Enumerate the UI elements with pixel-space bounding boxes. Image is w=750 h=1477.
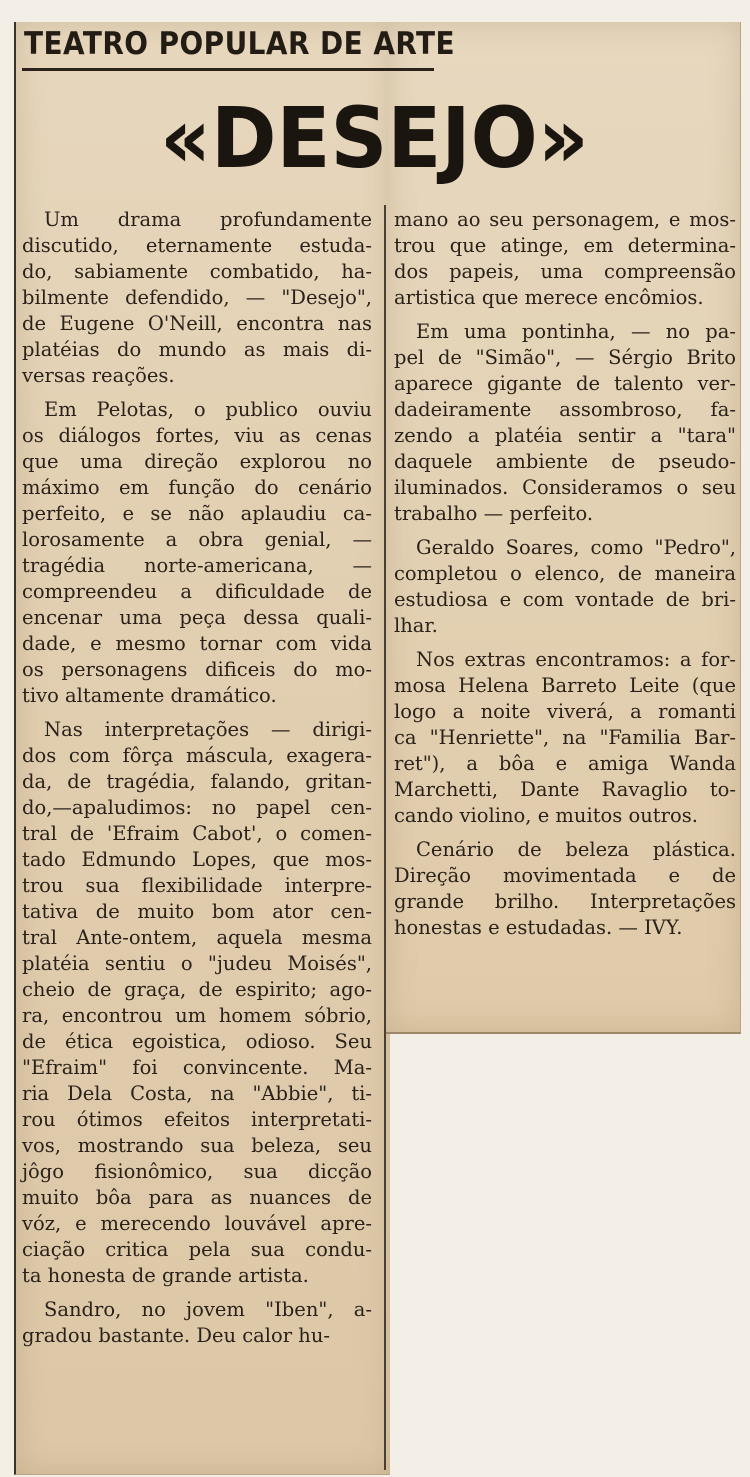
- article-line: dadeiramente assombroso, fa-: [394, 398, 736, 421]
- article-line: ciação critica pela sua condu-: [22, 1238, 372, 1261]
- article-line: ra, encontrou um homem sóbrio,: [22, 1004, 372, 1027]
- article-line: trabalho — perfeito.: [394, 502, 594, 525]
- article-line: tragédia norte-americana, —: [22, 554, 372, 577]
- article-line: zendo a platéia sentir a "tara": [394, 424, 736, 447]
- article-line: pel de "Simão", — Sérgio Brito: [394, 346, 736, 369]
- article-line: ca "Henriette", na "Familia Bar-: [394, 726, 736, 749]
- article-line: Direção movimentada e de: [394, 864, 736, 887]
- article-line: tado Edmundo Lopes, que mos-: [22, 848, 372, 871]
- article-paragraph: [22, 207, 372, 389]
- article-line: "Efraim" foi convincente. Ma-: [22, 1056, 372, 1079]
- article-line: cando violino, e muitos outros.: [394, 804, 698, 827]
- article-line: platéias do mundo as mais di-: [22, 338, 372, 361]
- section-heading: TEATRO POPULAR DE ARTE: [24, 26, 456, 62]
- article-line: tativa de muito bom ator cen-: [22, 900, 372, 923]
- article-paragraph: [22, 1297, 372, 1349]
- section-heading-rule: [22, 68, 434, 71]
- article-line: lorosamente a obra genial, —: [22, 528, 372, 551]
- article-line: trou que atinge, em determina-: [394, 234, 736, 257]
- article-line: dade, e mesmo tornar com vida: [22, 632, 372, 655]
- article-paragraph: [394, 837, 736, 941]
- article-line: encenar uma peça dessa quali-: [22, 606, 372, 629]
- article-line: vos, mostrando sua beleza, seu: [22, 1134, 372, 1157]
- article-line: Nos extras encontramos: a for-: [416, 648, 736, 671]
- article-line: Um drama profundamente: [44, 208, 372, 231]
- article-line: platéia sentiu o "judeu Moisés",: [22, 952, 372, 975]
- article-line: Geraldo Soares, como "Pedro",: [416, 536, 736, 559]
- article-paragraph: [394, 647, 736, 829]
- article-line: os diálogos fortes, viu as cenas: [22, 424, 372, 447]
- article-line: artistica que merece encômios.: [394, 286, 704, 309]
- article-line: jôgo fisionômico, sua dicção: [22, 1160, 372, 1183]
- article-left-column: [22, 207, 372, 1357]
- article-line: Em Pelotas, o publico ouviu: [44, 398, 372, 421]
- article-line: aparece gigante de talento ver-: [394, 372, 736, 395]
- article-line: bilmente defendido, — "Desejo",: [22, 286, 372, 309]
- article-line: de ética egoistica, odioso. Seu: [22, 1030, 372, 1053]
- column-divider: [384, 205, 386, 1470]
- article-line: mosa Helena Barreto Leite (que: [394, 674, 736, 697]
- article-line: lhar.: [394, 614, 438, 637]
- article-line: Em uma pontinha, — no pa-: [416, 320, 736, 343]
- article-paragraph: [394, 319, 736, 527]
- article-line: Cenário de beleza plástica.: [416, 838, 736, 861]
- article-line: tral de 'Efraim Cabot', o comen-: [22, 822, 372, 845]
- article-line: os personagens dificeis do mo-: [22, 658, 372, 681]
- article-line: compreendeu a dificuldade de: [22, 580, 372, 603]
- article-line: grande brilho. Interpretações: [394, 890, 736, 913]
- article-headline: «DESEJO»: [160, 89, 589, 187]
- article-line: completou o elenco, de maneira: [394, 562, 736, 585]
- article-line: do,—apaludimos: no papel cen-: [22, 796, 372, 819]
- article-line: iluminados. Consideramos o seu: [394, 476, 736, 499]
- article-paragraph: [22, 717, 372, 1289]
- article-line: ret"), a bôa e amiga Wanda: [394, 752, 736, 775]
- article-line: vóz, e merecendo louvável apre-: [22, 1212, 372, 1235]
- article-right-column: [394, 207, 736, 949]
- article-line: mano ao seu personagem, e mos-: [394, 208, 736, 231]
- article-line: perfeito, e se não aplaudiu ca-: [22, 502, 372, 525]
- article-line: rou ótimos efeitos interpretati-: [22, 1108, 372, 1131]
- article-line: cheio de graça, de espirito; ago-: [22, 978, 372, 1001]
- article-line: máximo em função do cenário: [22, 476, 372, 499]
- article-line: Sandro, no jovem "Iben", a-: [44, 1298, 372, 1321]
- article-line: daquele ambiente de pseudo-: [394, 450, 736, 473]
- article-paragraph: [22, 397, 372, 709]
- article-line: tivo altamente dramático.: [22, 684, 277, 707]
- article-line: do, sabiamente combatido, ha-: [22, 260, 372, 283]
- article-line: estudiosa e com vontade de bri-: [394, 588, 736, 611]
- article-line: dos papeis, uma compreensão: [394, 260, 736, 283]
- article-line: Nas interpretações — dirigi-: [44, 718, 372, 741]
- article-line: dos com fôrça máscula, exagera-: [22, 744, 372, 767]
- article-line: tral Ante-ontem, aquela mesma: [22, 926, 372, 949]
- article-line: logo a noite viverá, a romanti: [394, 700, 736, 723]
- article-line: que uma direção explorou no: [22, 450, 372, 473]
- article-line: muito bôa para as nuances de: [22, 1186, 372, 1209]
- article-line: ria Dela Costa, na "Abbie", ti-: [22, 1082, 372, 1105]
- article-line: de Eugene O'Neill, encontra nas: [22, 312, 372, 335]
- article-line: Marchetti, Dante Ravaglio to-: [394, 778, 736, 801]
- article-line: da, de tragédia, falando, gritan-: [22, 770, 372, 793]
- article-line: honestas e estudadas. — IVY.: [394, 916, 683, 939]
- article-paragraph: [394, 207, 736, 311]
- article-line: versas reações.: [22, 364, 175, 387]
- article-line: trou sua flexibilidade interpre-: [22, 874, 372, 897]
- article-line: ta honesta de grande artista.: [22, 1264, 309, 1287]
- article-paragraph: [394, 535, 736, 639]
- article-line: gradou bastante. Deu calor hu-: [22, 1324, 331, 1347]
- article-line: discutido, eternamente estuda-: [22, 234, 372, 257]
